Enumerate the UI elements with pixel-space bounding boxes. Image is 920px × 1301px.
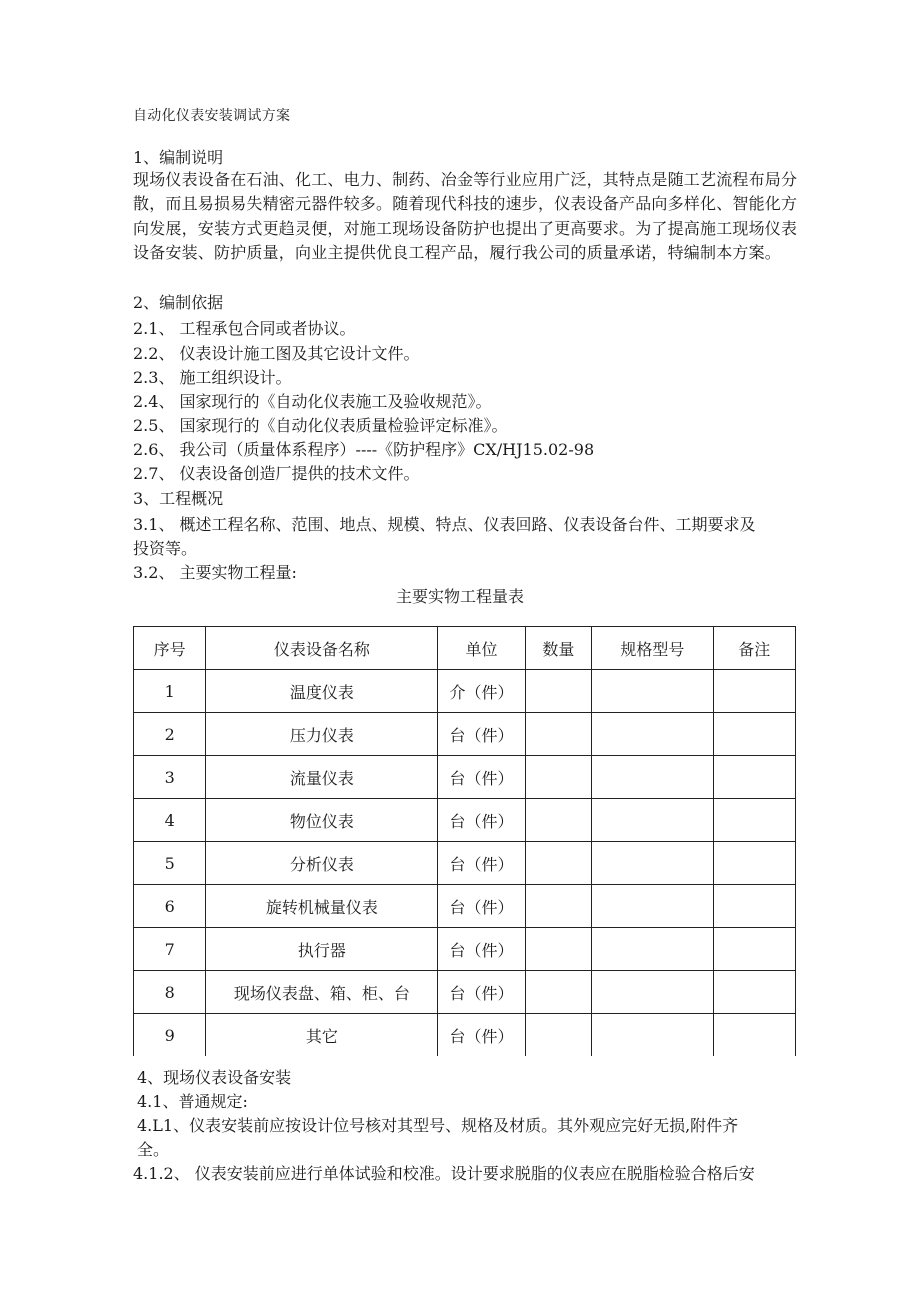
table-cell: 台（件）: [438, 713, 525, 756]
table-cell: [713, 756, 795, 799]
section-4-heading: 4、现场仪表设备安装: [137, 1068, 292, 1087]
table-cell: 台（件）: [438, 971, 525, 1014]
table-cell: [713, 971, 795, 1014]
table-cell: [592, 799, 714, 842]
header-cell: 序号: [134, 627, 206, 670]
table-cell: [525, 885, 591, 928]
basis-item: 2.4、 国家现行的《自动化仪表施工及验收规范》。: [133, 392, 492, 411]
quantity-table: [133, 626, 796, 1056]
table-cell: 现场仪表盘、箱、柜、台: [206, 971, 438, 1014]
table-cell: [713, 928, 795, 971]
table-row: [134, 971, 796, 1014]
table-cell: 台（件）: [438, 842, 525, 885]
table-cell: [713, 885, 795, 928]
table-cell: [713, 799, 795, 842]
install-item-line: 4.L1、仪表安装前应按设计位号核对其型号、规格及材质。其外观应完好无损,附件齐: [137, 1116, 739, 1135]
basis-item: 2.5、 国家现行的《自动化仪表质量检验评定标准》。: [133, 416, 508, 435]
basis-item: 2.2、 仪表设计施工图及其它设计文件。: [133, 344, 420, 363]
table-cell: [713, 842, 795, 885]
header-cell: 规格型号: [592, 627, 714, 670]
table-cell: [592, 670, 714, 713]
table-cell: [592, 756, 714, 799]
basis-item: 2.3、 施工组织设计。: [133, 368, 292, 387]
table-cell: [525, 842, 591, 885]
document-title: 自动化仪表安装调试方案: [133, 108, 291, 124]
table-cell: [592, 928, 714, 971]
table-header-row: [134, 627, 796, 670]
table-cell: 台（件）: [438, 885, 525, 928]
table-cell: 5: [134, 842, 206, 885]
install-item-line: 全。: [137, 1140, 170, 1159]
table-cell: 1: [134, 670, 206, 713]
table-cell: 物位仪表: [206, 799, 438, 842]
table-cell: 旋转机械量仪表: [206, 885, 438, 928]
table-cell: 3: [134, 756, 206, 799]
table-cell: 8: [134, 971, 206, 1014]
table-row: [134, 756, 796, 799]
header-cell: 仪表设备名称: [206, 627, 438, 670]
table-cell: [592, 1014, 714, 1057]
table-cell: 分析仪表: [206, 842, 438, 885]
table-cell: 6: [134, 885, 206, 928]
table-cell: [713, 1014, 795, 1057]
table-cell: [525, 928, 591, 971]
basis-item: 2.1、 工程承包合同或者协议。: [133, 319, 356, 338]
table-cell: 2: [134, 713, 206, 756]
table-cell: [592, 885, 714, 928]
table-title: 主要实物工程量表: [395, 587, 524, 606]
table-cell: 7: [134, 928, 206, 971]
table-cell: 台（件）: [438, 756, 525, 799]
table-cell: [525, 713, 591, 756]
table-cell: [713, 713, 795, 756]
table-cell: [525, 1014, 591, 1057]
table-cell: 台（件）: [438, 1014, 525, 1057]
header-cell: 单位: [438, 627, 525, 670]
section-1-paragraph: 现场仪表设备在石油、化工、电力、制药、冶金等行业应用广泛，其特点是随工艺流程布局分散，而且易损易失精密元器件较多。随着现代科技的速步，仪表设备产品向多样化、智能化方向发展，安装方式更趋灵便，对施工现场设备防护也提出了更高要求。为了提高施工现场仪表设备安装、防护质量，向业主提供优良工程产品，履行我公司的质量承诺，特编制本方案。: [133, 170, 798, 263]
table-cell: 其它: [206, 1014, 438, 1057]
table-cell: 台（件）: [438, 928, 525, 971]
table-row: [134, 1014, 796, 1057]
table-cell: 执行器: [206, 928, 438, 971]
basis-item: 2.7、 仪表设备创造厂提供的技术文件。: [133, 464, 420, 483]
table-row: [134, 885, 796, 928]
overview-item-line: 投资等。: [133, 539, 198, 558]
install-item-line: 4.1.2、 仪表安装前应进行单体试验和校准。设计要求脱脂的仪表应在脱脂检验合格后安: [133, 1164, 755, 1183]
table-cell: [525, 670, 591, 713]
table-cell: [525, 799, 591, 842]
header-cell: 数量: [525, 627, 591, 670]
section-1-heading: 1、编制说明: [133, 148, 224, 167]
table-cell: 台（件）: [438, 799, 525, 842]
table-cell: 温度仪表: [206, 670, 438, 713]
table-cell: [525, 756, 591, 799]
header-cell: 备注: [713, 627, 795, 670]
table-cell: 压力仪表: [206, 713, 438, 756]
table-cell: 流量仪表: [206, 756, 438, 799]
subsection-heading: 4.1、普通规定:: [137, 1092, 248, 1111]
table-row: [134, 713, 796, 756]
section-3-heading: 3、工程概况: [133, 489, 224, 508]
overview-item-line: 3.1、 概述工程名称、范围、地点、规模、特点、仪表回路、仪表设备台件、工期要求及: [133, 515, 756, 534]
overview-item: 3.2、 主要实物工程量:: [133, 563, 297, 582]
basis-item: 2.6、 我公司（质量体系程序）----《防护程序》CX/HJ15.02-98: [133, 440, 595, 459]
table-row: [134, 842, 796, 885]
table-cell: [525, 971, 591, 1014]
table-cell: 介（件）: [438, 670, 525, 713]
table-cell: [592, 713, 714, 756]
table-cell: 9: [134, 1014, 206, 1057]
section-2-heading: 2、编制依据: [133, 293, 224, 312]
table-cell: [592, 842, 714, 885]
table-cell: [592, 971, 714, 1014]
table-row: [134, 799, 796, 842]
table-row: [134, 928, 796, 971]
table-cell: 4: [134, 799, 206, 842]
table-cell: [713, 670, 795, 713]
table-row: [134, 670, 796, 713]
